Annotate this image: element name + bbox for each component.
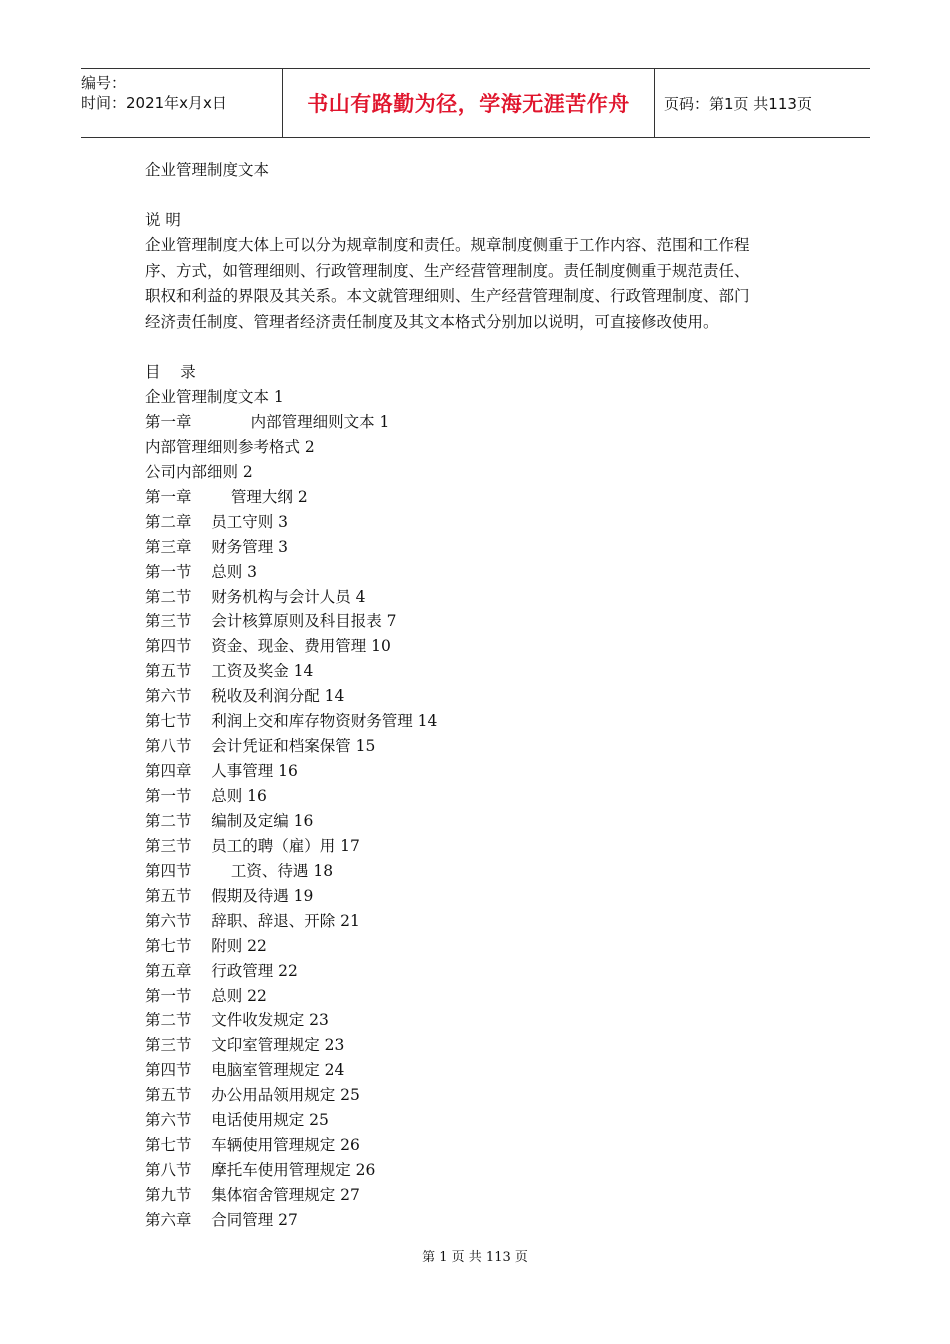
toc-entry[interactable]: 第一章 管理大纲 2 [145,487,308,506]
intro-paragraph [145,233,805,335]
toc-entry[interactable]: 第五章 行政管理 22 [145,961,298,980]
document-title: 企业管理制度文本 [145,161,270,179]
toc-entry[interactable]: 内部管理细则参考格式 2 [145,437,315,456]
toc-entry[interactable]: 第八节 会计凭证和档案保管 15 [145,737,376,756]
table-of-contents [145,385,805,1233]
toc-entry[interactable]: 第六节 电话使用规定 25 [145,1111,329,1130]
toc-entry[interactable]: 第五节 办公用品领用规定 25 [145,1086,360,1105]
header-motto-cell [282,69,655,137]
toc-entry[interactable]: 第五节 工资及奖金 14 [145,662,314,681]
toc-entry[interactable]: 第四节 电脑室管理规定 24 [145,1061,345,1080]
toc-entry[interactable]: 第五节 假期及待遇 19 [145,886,314,905]
document-body [145,158,805,1233]
toc-entry[interactable]: 第二节 编制及定编 16 [145,811,314,830]
toc-entry[interactable]: 第一节 总则 16 [145,787,267,805]
toc-entry[interactable]: 第三章 财务管理 3 [145,537,288,556]
intro-line: 企业管理制度大体上可以分为规章制度和责任。规章制度侧重于工作内容、范围和工作程 [145,236,750,254]
toc-entry[interactable]: 第二节 文件收发规定 23 [145,1011,329,1030]
toc-entry[interactable]: 第四章 人事管理 16 [145,762,298,781]
intro-line: 序、方式，如管理细则、行政管理制度、生产经营管理制度。责任制度侧重于规范责任、 [145,261,750,280]
toc-entry[interactable]: 第二节 财务机构与会计人员 4 [145,587,366,606]
serial-number-label: 编号： [81,74,127,92]
toc-entry[interactable]: 第九节 集体宿舍管理规定 27 [145,1186,360,1204]
toc-entry[interactable]: 第三节 文印室管理规定 23 [145,1036,345,1055]
toc-entry[interactable]: 第六章 合同管理 27 [145,1210,298,1229]
page-header [81,68,870,138]
header-page-info: 页码：第1页 共113页 [664,94,812,113]
toc-entry[interactable]: 公司内部细则 2 [145,462,253,481]
toc-entry[interactable]: 第七节 附则 22 [145,936,267,955]
toc-entry[interactable]: 第三节 员工的聘（雇）用 17 [145,836,360,855]
toc-entry[interactable]: 第二章 员工守则 3 [145,512,288,531]
intro-heading: 说 明 [145,211,181,229]
toc-entry[interactable]: 第三节 会计核算原则及科目报表 7 [145,612,397,631]
date-label: 时间：2021年x月x日 [81,94,227,112]
page-footer: 第 1 页 共 113 页 [422,1250,528,1265]
intro-line: 职权和利益的界限及其关系。本文就管理细则、生产经营管理制度、行政管理制度、部门 [145,287,750,305]
toc-entry[interactable]: 企业管理制度文本 1 [145,388,284,406]
toc-entry[interactable]: 第八节 摩托车使用管理规定 26 [145,1161,376,1180]
intro-line: 经济责任制度、管理者经济责任制度及其文本格式分别加以说明，可直接修改使用。 [145,312,719,331]
toc-entry[interactable]: 第一节 总则 3 [145,562,257,581]
header-meta [81,69,282,137]
toc-entry[interactable]: 第四节 资金、现金、费用管理 10 [145,637,391,656]
header-motto: 书山有路勤为径，学海无涯苦作舟 [307,92,630,116]
toc-entry[interactable]: 第一章 内部管理细则文本 1 [145,412,390,431]
toc-entry[interactable]: 第七节 车辆使用管理规定 26 [145,1136,360,1155]
toc-heading: 目 录 [145,363,196,381]
toc-entry[interactable]: 第四节 工资、待遇 18 [145,861,334,880]
toc-entry[interactable]: 第一节 总则 22 [145,986,267,1005]
toc-entry[interactable]: 第七节 利润上交和库存物资财务管理 14 [145,712,438,731]
toc-entry[interactable]: 第六节 税收及利润分配 14 [145,687,345,706]
toc-entry[interactable]: 第六节 辞职、辞退、开除 21 [145,911,360,930]
